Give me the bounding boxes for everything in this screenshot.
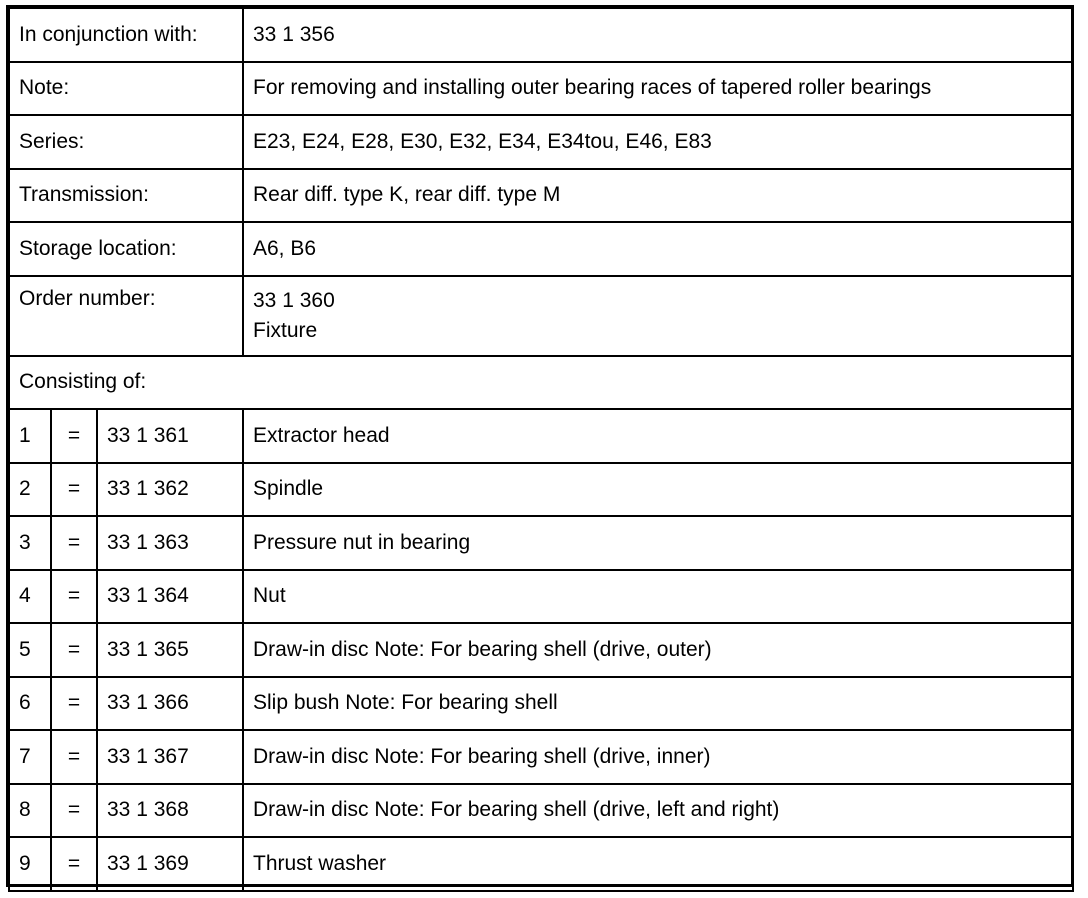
equals-sign: = xyxy=(51,730,97,784)
part-number: 33 1 367 xyxy=(97,730,243,784)
table-row xyxy=(9,516,1073,570)
table-row xyxy=(9,623,1073,677)
special-tool-table xyxy=(8,7,1074,892)
label-note: Note: xyxy=(9,62,243,116)
equals-sign: = xyxy=(51,837,97,891)
order-number: 33 1 360 xyxy=(253,288,335,312)
equals-sign: = xyxy=(51,516,97,570)
value-order-number xyxy=(243,276,1073,356)
table-row xyxy=(9,677,1073,731)
equals-sign: = xyxy=(51,463,97,517)
label-storage-location: Storage location: xyxy=(9,222,243,276)
label-order-number: Order number: xyxy=(9,276,243,356)
row-note xyxy=(9,62,1073,116)
table-row xyxy=(9,837,1073,891)
label-in-conjunction: In conjunction with: xyxy=(9,8,243,62)
part-description: Draw-in disc Note: For bearing shell (drive, left and right) xyxy=(243,784,1073,838)
part-description: Extractor head xyxy=(243,409,1073,463)
part-description: Slip bush Note: For bearing shell xyxy=(243,677,1073,731)
label-consisting-of: Consisting of: xyxy=(9,356,1073,410)
equals-sign: = xyxy=(51,677,97,731)
value-storage-location: A6, B6 xyxy=(243,222,1073,276)
part-description: Draw-in disc Note: For bearing shell (drive, inner) xyxy=(243,730,1073,784)
table-row xyxy=(9,463,1073,517)
part-number: 33 1 365 xyxy=(97,623,243,677)
part-description: Nut xyxy=(243,570,1073,624)
value-in-conjunction: 33 1 356 xyxy=(243,8,1073,62)
item-number: 7 xyxy=(9,730,51,784)
value-transmission: Rear diff. type K, rear diff. type M xyxy=(243,169,1073,223)
item-number: 3 xyxy=(9,516,51,570)
row-in-conjunction xyxy=(9,8,1073,62)
part-number: 33 1 366 xyxy=(97,677,243,731)
item-number: 9 xyxy=(9,837,51,891)
part-number: 33 1 361 xyxy=(97,409,243,463)
value-note: For removing and installing outer bearing races of tapered roller bearings xyxy=(243,62,1073,116)
equals-sign: = xyxy=(51,409,97,463)
table-row xyxy=(9,570,1073,624)
part-description: Thrust washer xyxy=(243,837,1073,891)
table-row xyxy=(9,409,1073,463)
part-description: Draw-in disc Note: For bearing shell (drive, outer) xyxy=(243,623,1073,677)
part-description: Pressure nut in bearing xyxy=(243,516,1073,570)
item-number: 5 xyxy=(9,623,51,677)
part-number: 33 1 363 xyxy=(97,516,243,570)
item-number: 1 xyxy=(9,409,51,463)
row-order-number xyxy=(9,276,1073,356)
value-series: E23, E24, E28, E30, E32, E34, E34tou, E46, E83 xyxy=(243,115,1073,169)
row-transmission xyxy=(9,169,1073,223)
item-number: 8 xyxy=(9,784,51,838)
part-number: 33 1 364 xyxy=(97,570,243,624)
part-number: 33 1 368 xyxy=(97,784,243,838)
row-storage-location xyxy=(9,222,1073,276)
table-row xyxy=(9,730,1073,784)
equals-sign: = xyxy=(51,784,97,838)
item-number: 6 xyxy=(9,677,51,731)
table-row xyxy=(9,784,1073,838)
label-series: Series: xyxy=(9,115,243,169)
equals-sign: = xyxy=(51,623,97,677)
row-consisting-of xyxy=(9,356,1073,410)
label-transmission: Transmission: xyxy=(9,169,243,223)
order-description: Fixture xyxy=(253,318,318,342)
item-number: 4 xyxy=(9,570,51,624)
equals-sign: = xyxy=(51,570,97,624)
item-number: 2 xyxy=(9,463,51,517)
part-number: 33 1 369 xyxy=(97,837,243,891)
part-description: Spindle xyxy=(243,463,1073,517)
row-series xyxy=(9,115,1073,169)
part-number: 33 1 362 xyxy=(97,463,243,517)
